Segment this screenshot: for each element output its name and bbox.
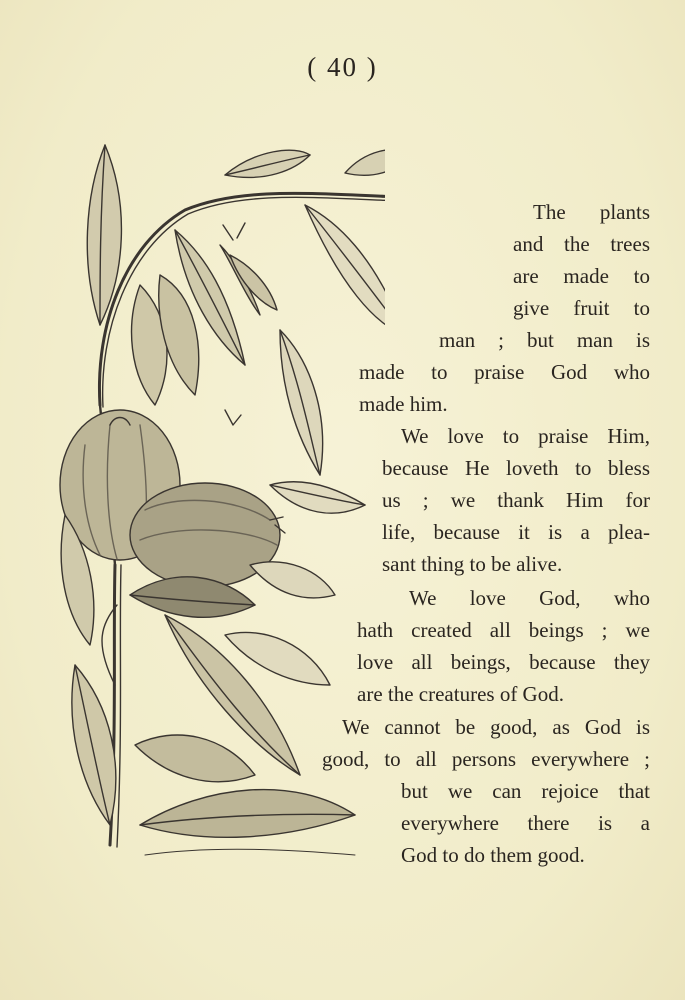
- text-line: but we can rejoice that: [401, 779, 650, 803]
- text-line: made him.: [359, 392, 448, 416]
- text-line: are made to: [513, 264, 650, 288]
- text-line: are the creatures of God.: [357, 682, 564, 706]
- text-line: God to do them good.: [401, 843, 585, 867]
- text-line: man ; but man is: [439, 328, 650, 352]
- text-line: because He loveth to bless: [382, 456, 650, 480]
- page-number: ( 40 ): [307, 52, 378, 82]
- text-line: sant thing to be alive.: [382, 552, 563, 576]
- text-line: us ; we thank Him for: [382, 488, 650, 512]
- text-line: love all beings, because they: [357, 650, 650, 674]
- text-line: The plants: [533, 200, 650, 224]
- text-line: good, to all persons everywhere ;: [322, 747, 650, 771]
- text-line: and the trees: [513, 232, 650, 256]
- text-line: We cannot be good, as God is: [342, 715, 650, 739]
- text-line: made to praise God who: [359, 360, 650, 384]
- text-line: We love to praise Him,: [401, 424, 650, 448]
- text-line: hath created all beings ; we: [357, 618, 650, 642]
- text-line: everywhere there is a: [401, 811, 650, 835]
- text-line: give fruit to: [513, 296, 650, 320]
- text-line: We love God, who: [409, 586, 650, 610]
- text-line: life, because it is a plea-: [382, 520, 650, 544]
